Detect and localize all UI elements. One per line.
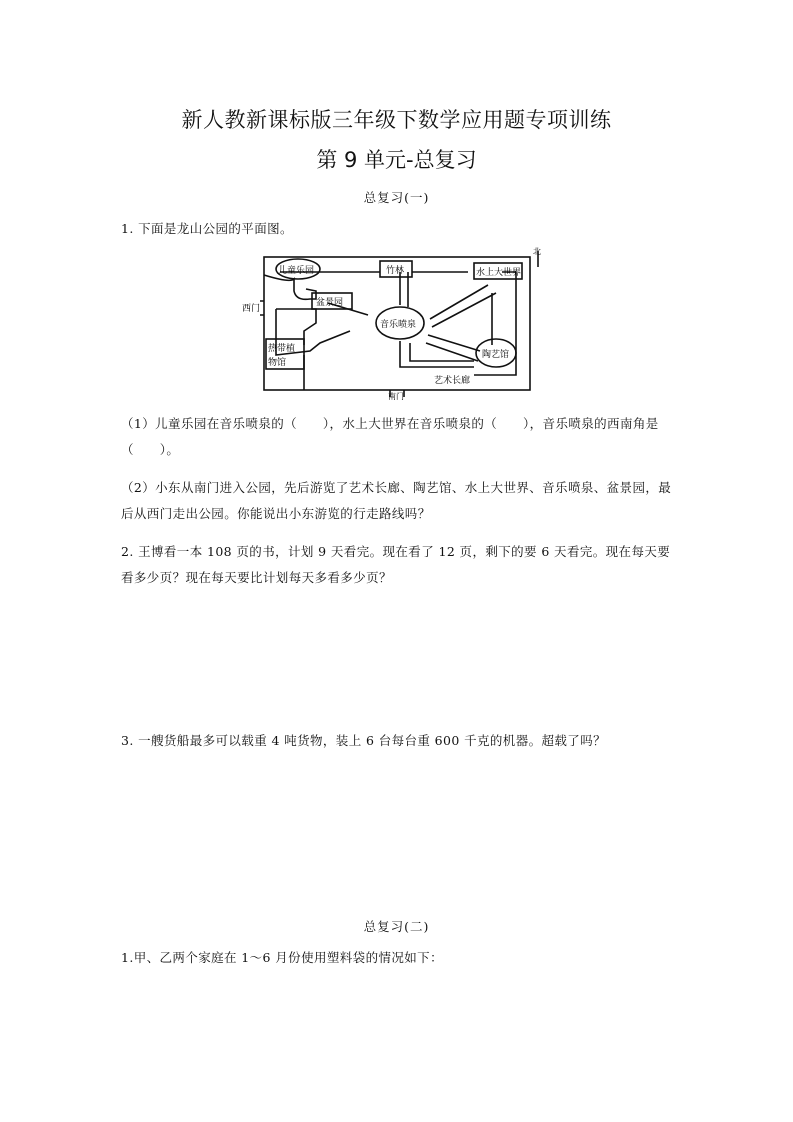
park-map: [240, 245, 545, 404]
question-1-intro: 1. 下面是龙山公园的平面图。: [121, 221, 293, 236]
question-3: 3. 一艘货船最多可以载重 4 吨货物，装上 6 台每台重 600 千克的机器。超载了吗？: [121, 733, 607, 748]
question-1-part-2: （2）小东从南门进入公园，先后游览了艺术长廊、陶艺馆、水上大世界、音乐喷泉、盆景园，最后从西门走出公园。你能说出小东游览的行走路线吗？: [121, 480, 672, 521]
map-road-pottery: [426, 335, 480, 361]
map-label-south-gate: 南门: [388, 392, 404, 400]
map-label-fountain: 音乐喷泉: [380, 320, 417, 330]
map-label-pottery: 陶艺馆: [482, 350, 510, 360]
map-label-children-park: 儿童乐园: [278, 266, 315, 276]
map-road-gallery: [400, 341, 474, 367]
map-label-water-world: 水上大世界: [476, 268, 522, 278]
map-label-bamboo: 竹林: [386, 266, 405, 276]
map-label-bonsai: 盆景园: [316, 298, 344, 308]
map-label-tropical-2: 物馆: [268, 358, 287, 368]
page-title: 新人教新课标版三年级下数学应用题专项训练: [181, 108, 612, 132]
section-2-question-1: 1.甲、乙两个家庭在 1～6 月份使用塑料袋的情况如下：: [121, 950, 443, 965]
section-heading-review-1: 总复习(一): [363, 190, 430, 205]
question-1-part-1: （1）儿童乐园在音乐喷泉的（ ），水上大世界在音乐喷泉的（ ），音乐喷泉的西南角是（ ）。: [121, 416, 659, 457]
map-label-tropical-1: 热带植: [268, 344, 296, 354]
map-road-water-world: [430, 285, 496, 327]
map-label-west-gate: 西门: [242, 304, 261, 314]
map-label-gallery: 艺术长廊: [434, 376, 471, 386]
section-heading-review-2: 总复习(二): [363, 919, 430, 934]
page-subtitle: 第 9 单元-总复习: [316, 148, 477, 172]
map-label-north: 北: [533, 247, 541, 256]
question-2: 2. 王博看一本 108 页的书，计划 9 天看完。现在看了 12 页，剩下的要 6 天看完。现在每天要看多少页？现在每天要比计划每天多看多少页？: [121, 544, 671, 585]
